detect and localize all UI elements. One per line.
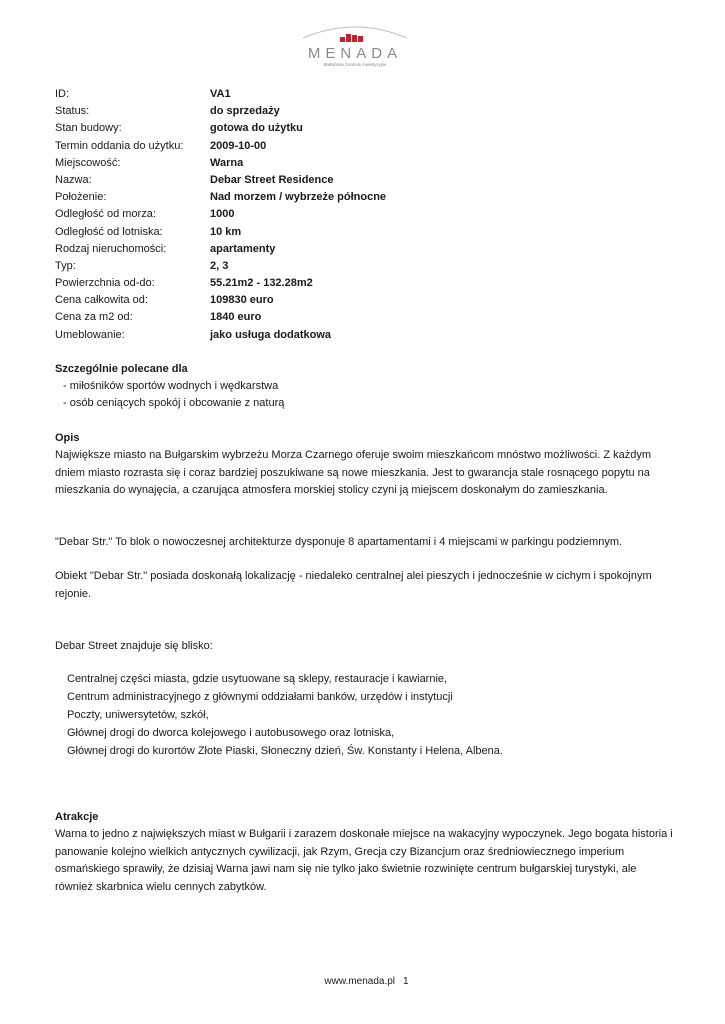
prop-row-total-price <box>55 292 386 309</box>
list-item: Poczty, uniwersytetów, szkół, <box>67 709 209 721</box>
prop-row-status <box>55 103 386 120</box>
prop-value: 109830 euro <box>210 294 274 307</box>
prop-value: 1840 euro <box>210 311 262 324</box>
recommended-title: Szczególnie polecane dla <box>55 363 188 375</box>
opis-title: Opis <box>55 432 80 444</box>
prop-label: Status: <box>55 105 90 118</box>
prop-row-completion-date <box>55 138 386 155</box>
logo-name: MENADA <box>307 45 403 62</box>
list-item: - osób ceniących spokój i obcowanie z naturą <box>63 397 285 409</box>
prop-row-name <box>55 172 386 189</box>
prop-value: do sprzedaży <box>210 105 280 118</box>
logo-graphic <box>285 22 425 70</box>
prop-label: Rodzaj nieruchomości: <box>55 242 167 255</box>
prop-label: Stan budowy: <box>55 122 122 135</box>
property-details <box>55 86 386 344</box>
nearby-list <box>67 670 503 760</box>
prop-label: Powierzchnia od-do: <box>55 277 155 290</box>
list-item: Centrum administracyjnego z głównymi oddziałami banków, urzędów i instytucji <box>67 691 453 703</box>
prop-value: Nad morzem / wybrzeże północne <box>210 191 387 204</box>
logo-square-1 <box>340 37 345 42</box>
list-item: Głównej drogi do kurortów Złote Piaski, Słoneczny dzień, Św. Konstanty i Helena, Albena. <box>67 745 503 757</box>
prop-value: gotowa do użytku <box>210 122 303 135</box>
prop-row-price-per-m2 <box>55 309 386 326</box>
nearby-intro: Debar Street znajduje się blisko: <box>55 640 213 652</box>
prop-label: Umeblowanie: <box>55 328 125 341</box>
list-item: Centralnej części miasta, gdzie usytuowane są sklepy, restauracje i kawiarnie, <box>67 673 448 685</box>
list-item: - miłośników sportów wodnych i wędkarstwa <box>63 380 279 392</box>
logo-square-3 <box>352 35 357 42</box>
prop-row-furnishing <box>55 327 386 344</box>
prop-row-airport-distance <box>55 224 386 241</box>
prop-row-sea-distance <box>55 206 386 223</box>
prop-value: Debar Street Residence <box>210 173 334 186</box>
opis-paragraph-2: "Debar Str." To blok o nowoczesnej architekturze dysponuje 8 apartamentami i 4 miejscami w parkingu podziemnym. <box>55 536 623 548</box>
prop-label: Nazwa: <box>55 173 92 186</box>
prop-label: Odległość od morza: <box>55 208 156 221</box>
list-item: Głównej drogi do dworca kolejowego i autobusowego oraz lotniska, <box>67 727 395 739</box>
prop-label: Typ: <box>55 259 76 272</box>
logo-tagline: Bałkańskie Centrum Inwestycyjne <box>323 62 387 67</box>
prop-value: VA1 <box>210 88 231 100</box>
prop-value: 55.21m2 - 132.28m2 <box>210 277 313 290</box>
prop-row-id <box>55 86 386 103</box>
prop-row-area <box>55 275 386 292</box>
recommended-list <box>55 378 284 412</box>
prop-value: jako usługa dodatkowa <box>210 328 332 341</box>
page-number: 1 <box>403 976 409 987</box>
prop-row-construction-stage <box>55 120 386 137</box>
menada-logo <box>285 22 425 70</box>
prop-label: Odległość od lotniska: <box>55 225 163 238</box>
prop-label: Termin oddania do użytku: <box>55 139 184 152</box>
prop-value: 1000 <box>210 208 235 221</box>
opis-paragraph-1: Największe miasto na Bułgarskim wybrzeżu Morza Czarnego oferuje swoim mieszkańcom mnóstwo możliwości. Z każdym dniem miasto rozrasta się i coraz bardziej poszukiwane są nowe mieszkania. Jest to gwarancja stale rosnącego popytu na mieszkania do wynajęcia, a czarująca atmosfera morskiej stolicy czyni ją miejscem doskonałym do zamieszkania. <box>55 449 652 496</box>
logo-square-2 <box>346 34 351 42</box>
prop-row-city <box>55 155 386 172</box>
prop-label: Położenie: <box>55 191 107 204</box>
prop-label: Cena za m2 od: <box>55 311 133 324</box>
prop-row-property-type <box>55 241 386 258</box>
opis-paragraph-3: Obiekt "Debar Str." posiada doskonałą lokalizację - niedaleko centralnej alei pieszych i jednocześnie w cichym i spokojnym rejonie. <box>55 570 652 600</box>
prop-value: apartamenty <box>210 242 276 255</box>
page-footer <box>0 976 725 987</box>
prop-row-type <box>55 258 386 275</box>
prop-value: Warna <box>210 156 244 169</box>
prop-value: 2009-10-00 <box>210 139 267 152</box>
prop-label: Miejscowość: <box>55 156 121 169</box>
logo-square-4 <box>358 36 363 42</box>
prop-label: ID: <box>55 88 70 100</box>
prop-label: Cena całkowita od: <box>55 294 148 307</box>
atrakcje-title: Atrakcje <box>55 811 99 823</box>
footer-url[interactable]: www.menada.pl <box>324 976 396 987</box>
prop-value: 2, 3 <box>210 259 229 272</box>
atrakcje-paragraph: Warna to jedno z największych miast w Bułgarii i zarazem doskonałe miejsce na wakacyjny wypoczynek. Jego bogata historia i panowanie kolejno wielkich antycznych cywilizacji, jak Rzym, Grecja czy Bizancjum oraz średniowiecznego imperium osmańskiego sprawiły, że dzisiaj Warna jawi nam się nie tylko jako świetnie rozwinięte centrum bułgarskiej turystyki, ale również skarbnica wielu cennych zabytków. <box>55 828 673 893</box>
prop-value: 10 km <box>210 225 242 238</box>
prop-row-location <box>55 189 386 206</box>
